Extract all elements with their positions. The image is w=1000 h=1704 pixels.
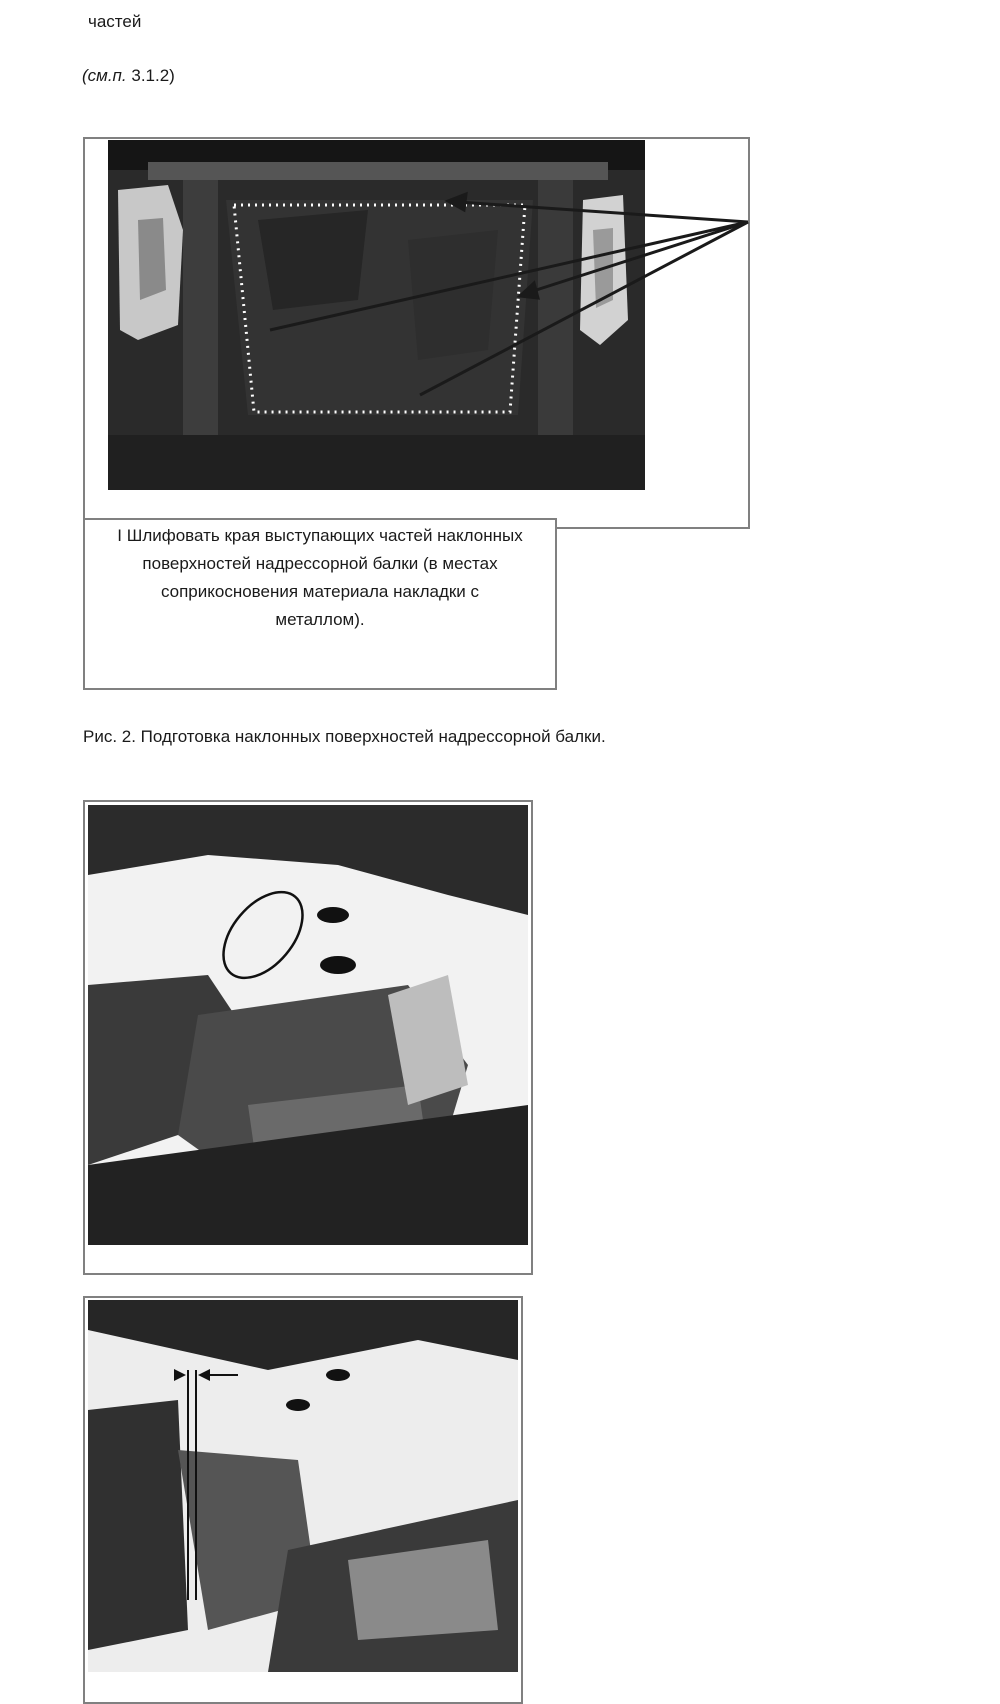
wedge-gap-photo: [88, 1300, 518, 1672]
callout-line-1: I Шлифовать края выступающих частей наклонных: [117, 526, 523, 545]
reference-prefix: (см.п.: [82, 66, 127, 85]
callout-line-4: металлом).: [275, 610, 365, 629]
reference-number: 3.1.2): [131, 66, 175, 85]
arrow-3: [530, 222, 748, 292]
arrow-1: [458, 202, 748, 222]
arrow-4: [420, 222, 748, 395]
arrow-3-head: [520, 283, 538, 298]
callout-box: [83, 518, 557, 690]
wedge-gap-photo-drawing: [88, 1300, 518, 1672]
callout-line-2: поверхностей надрессорной балки (в местах: [142, 554, 498, 573]
header-word: частей: [88, 12, 142, 31]
beam-seat-photo: [88, 805, 528, 1245]
arrow-2: [270, 222, 748, 330]
arrow-1-head: [448, 194, 466, 210]
callout-line-3: соприкосновения материала накладки с: [160, 582, 480, 601]
beam-seat-photo-drawing: [88, 805, 528, 1245]
figure-2-caption: Рис. 2. Подготовка наклонных поверхностей надрессорной балки.: [83, 727, 606, 746]
